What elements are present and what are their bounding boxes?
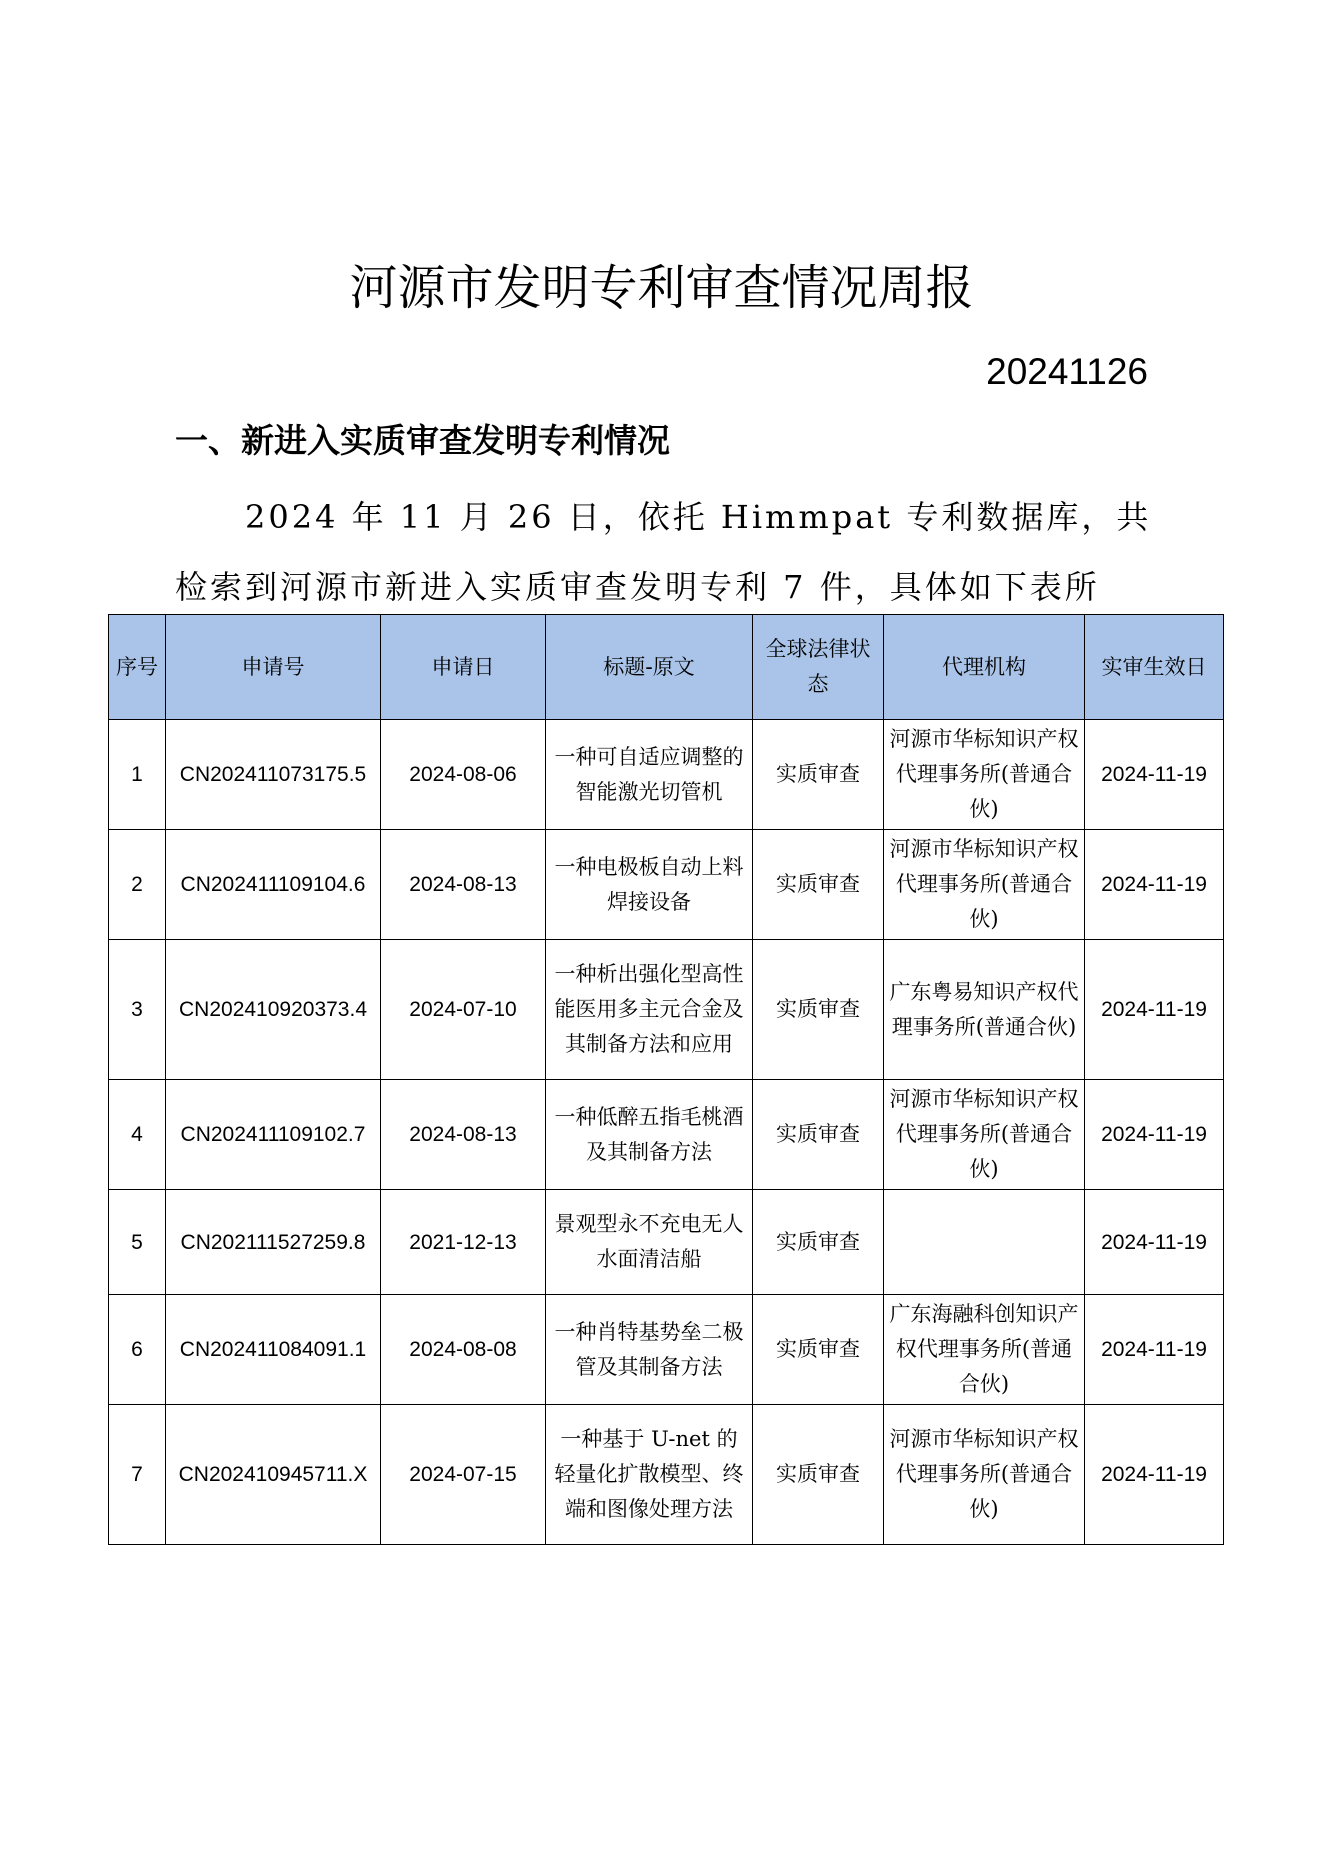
header-status: 全球法律状态	[753, 615, 884, 720]
cell-app-no: CN202410920373.4	[166, 940, 381, 1080]
header-seq: 序号	[109, 615, 166, 720]
cell-title: 一种肖特基势垒二极管及其制备方法	[546, 1295, 753, 1405]
cell-title: 一种可自适应调整的智能激光切管机	[546, 720, 753, 830]
cell-effective-date: 2024-11-19	[1085, 1080, 1224, 1190]
cell-status: 实质审查	[753, 830, 884, 940]
header-app-date: 申请日	[381, 615, 546, 720]
cell-agency: 广东粤易知识产权代理事务所(普通合伙)	[884, 940, 1085, 1080]
cell-app-no: CN202411109104.6	[166, 830, 381, 940]
cell-app-no: CN202410945711.X	[166, 1405, 381, 1545]
cell-app-date: 2024-07-10	[381, 940, 546, 1080]
cell-effective-date: 2024-11-19	[1085, 1405, 1224, 1545]
table-row	[109, 1405, 1224, 1545]
cell-app-no: CN202411073175.5	[166, 720, 381, 830]
cell-seq: 4	[109, 1080, 166, 1190]
cell-status: 实质审查	[753, 940, 884, 1080]
cell-status: 实质审查	[753, 1080, 884, 1190]
intro-paragraph: 2024 年 11 月 26 日，依托 Himmpat 专利数据库，共检索到河源市新进入实质审查发明专利 7 件，具体如下表所	[175, 498, 1152, 606]
patent-table	[108, 614, 1224, 1545]
cell-title: 一种低醉五指毛桃酒及其制备方法	[546, 1080, 753, 1190]
table-row	[109, 940, 1224, 1080]
table-row	[109, 1295, 1224, 1405]
cell-app-no: CN202411084091.1	[166, 1295, 381, 1405]
table-row	[109, 1080, 1224, 1190]
cell-title: 景观型永不充电无人水面清洁船	[546, 1190, 753, 1295]
cell-agency: 河源市华标知识产权代理事务所(普通合伙)	[884, 1405, 1085, 1545]
header-effective-date: 实审生效日	[1085, 615, 1224, 720]
document-title: 河源市发明专利审查情况周报	[349, 260, 974, 316]
cell-title: 一种析出强化型高性能医用多主元合金及其制备方法和应用	[546, 940, 753, 1080]
section-heading: 一、新进入实质审查发明专利情况	[175, 421, 670, 460]
header-title: 标题-原文	[546, 615, 753, 720]
cell-effective-date: 2024-11-19	[1085, 830, 1224, 940]
cell-status: 实质审查	[753, 1405, 884, 1545]
cell-status: 实质审查	[753, 1190, 884, 1295]
cell-effective-date: 2024-11-19	[1085, 1190, 1224, 1295]
cell-app-date: 2024-08-13	[381, 830, 546, 940]
cell-seq: 2	[109, 830, 166, 940]
cell-app-date: 2021-12-13	[381, 1190, 546, 1295]
cell-effective-date: 2024-11-19	[1085, 940, 1224, 1080]
report-date: 20241126	[986, 351, 1148, 392]
cell-effective-date: 2024-11-19	[1085, 1295, 1224, 1405]
cell-seq: 6	[109, 1295, 166, 1405]
cell-title: 一种电极板自动上料焊接设备	[546, 830, 753, 940]
cell-app-date: 2024-07-15	[381, 1405, 546, 1545]
cell-app-date: 2024-08-06	[381, 720, 546, 830]
cell-app-date: 2024-08-08	[381, 1295, 546, 1405]
table-row	[109, 1190, 1224, 1295]
cell-title: 一种基于 U-net 的轻量化扩散模型、终端和图像处理方法	[546, 1405, 753, 1545]
cell-agency	[884, 1190, 1085, 1295]
cell-app-date: 2024-08-13	[381, 1080, 546, 1190]
cell-agency: 河源市华标知识产权代理事务所(普通合伙)	[884, 830, 1085, 940]
cell-agency: 广东海融科创知识产权代理事务所(普通合伙)	[884, 1295, 1085, 1405]
table-header-row	[109, 615, 1224, 720]
cell-app-no: CN202411109102.7	[166, 1080, 381, 1190]
cell-seq: 5	[109, 1190, 166, 1295]
cell-seq: 7	[109, 1405, 166, 1545]
cell-agency: 河源市华标知识产权代理事务所(普通合伙)	[884, 1080, 1085, 1190]
table-row	[109, 830, 1224, 940]
cell-seq: 1	[109, 720, 166, 830]
table-row	[109, 720, 1224, 830]
cell-effective-date: 2024-11-19	[1085, 720, 1224, 830]
cell-agency: 河源市华标知识产权代理事务所(普通合伙)	[884, 720, 1085, 830]
header-agency: 代理机构	[884, 615, 1085, 720]
cell-seq: 3	[109, 940, 166, 1080]
cell-status: 实质审查	[753, 1295, 884, 1405]
header-app-no: 申请号	[166, 615, 381, 720]
cell-status: 实质审查	[753, 720, 884, 830]
cell-app-no: CN202111527259.8	[166, 1190, 381, 1295]
